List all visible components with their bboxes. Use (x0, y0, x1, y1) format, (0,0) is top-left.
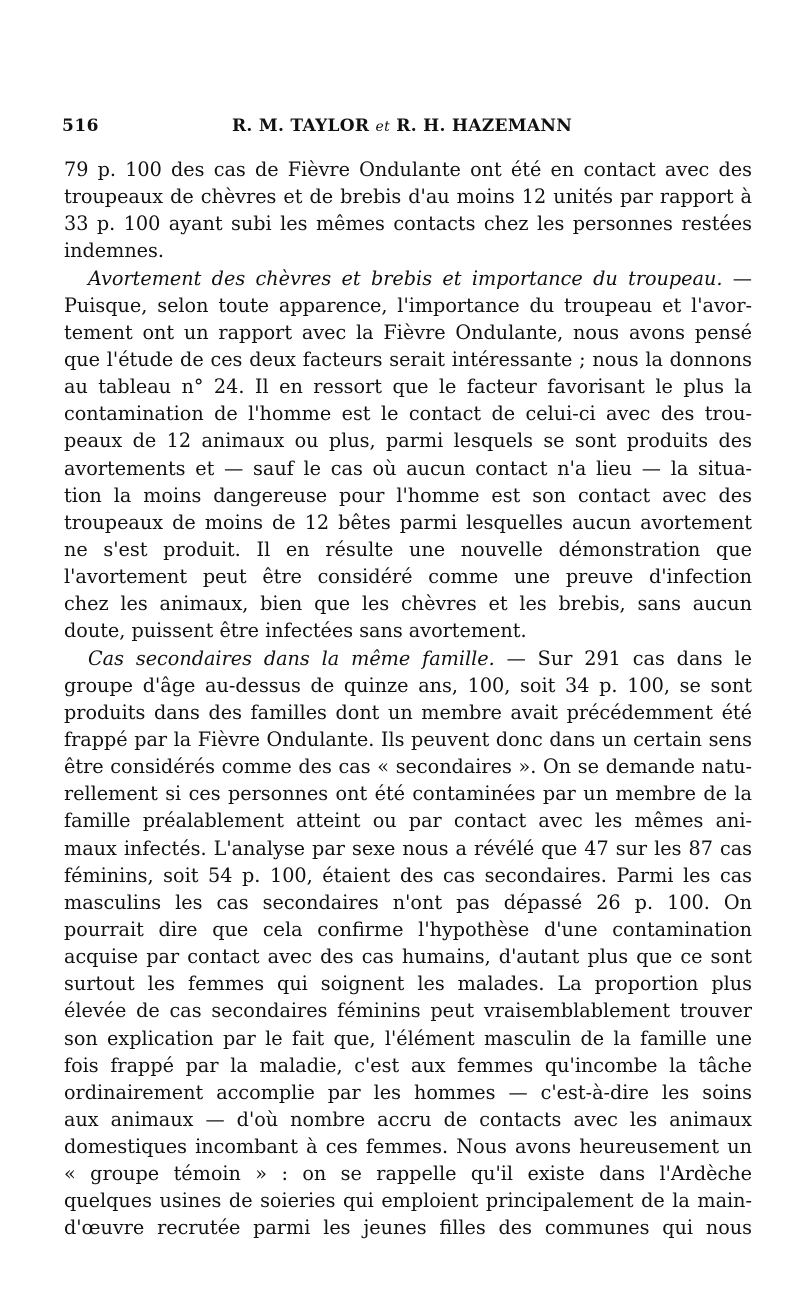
page-number: 516 (62, 116, 99, 136)
section-heading-line (64, 645, 752, 672)
text-line: doute, puissent être infectées sans avortement. (64, 619, 527, 643)
running-header (62, 116, 752, 140)
text-line: domestiques incombant à ces femmes. Nous avons heureusement un (64, 1135, 752, 1159)
text-line: féminins, soit 54 p. 100, étaient des cas secondaires. Parmi les cas (64, 863, 752, 887)
text-line: groupe d'âge au-dessus de quinze ans, 100, soit 34 p. 100, se sont (64, 673, 752, 697)
text-line: fois frappé par la maladie, c'est aux femmes qu'incombe la tâche (64, 1053, 752, 1077)
text-line: surtout les femmes qui soignent les malades. La proportion plus (64, 972, 752, 996)
text-line: rellement si ces personnes ont été contaminées par un membre de la (64, 782, 752, 806)
author-conjunction: et (375, 119, 391, 135)
text-line: masculins les cas secondaires n'ont pas dépassé 26 p. 100. On (64, 890, 752, 914)
text-line: chez les animaux, bien que les chèvres et les brebis, sans aucun (64, 592, 752, 616)
text-line: frappé par la Fièvre Ondulante. Ils peuvent donc dans un certain sens (64, 727, 752, 751)
text-line: troupeaux de chèvres et de brebis d'au moins 12 unités par rapport à (64, 185, 752, 209)
text-line: avortements et — sauf le cas où aucun contact n'a lieu — la situa- (64, 456, 752, 480)
text-line: aux animaux — d'où nombre accru de contacts avec les animaux (64, 1107, 752, 1131)
text-line: élevée de cas secondaires féminins peut vraisemblablement trouver (64, 999, 752, 1023)
text-line: tion la moins dangereuse pour l'homme est son contact avec des (64, 483, 752, 507)
section-heading-line (64, 265, 752, 292)
text-line: l'avortement peut être considéré comme une preuve d'infection (64, 565, 752, 589)
text-line: produits dans des familles dont un membre avait précédemment été (64, 700, 752, 724)
text-line: peaux de 12 animaux ou plus, parmi lesquels se sont produits des (64, 429, 752, 453)
heading-dash: — (722, 266, 752, 290)
author-hazemann: R. H. HAZEMANN (396, 116, 573, 136)
text-line: au tableau n° 24. Il en ressort que le facteur favorisant le plus la (64, 375, 752, 399)
text-line: 33 p. 100 ayant subi les mêmes contacts chez les personnes restées (64, 212, 752, 236)
body-text (64, 156, 752, 1242)
text-line: tement ont un rapport avec la Fièvre Ondulante, nous avons pensé (64, 320, 752, 344)
author-taylor: R. M. TAYLOR (232, 116, 370, 136)
text-line: quelques usines de soieries qui emploient principalement de la main- (64, 1189, 752, 1213)
text-line: son explication par le fait que, l'élément masculin de la famille une (64, 1026, 752, 1050)
text-line: que l'étude de ces deux facteurs serait intéressante ; nous la donnons (64, 347, 752, 371)
section-heading-secondary-cases: Cas secondaires dans la même famille. (88, 646, 495, 670)
text-line: acquise par contact avec des cas humains, d'autant plus que ce sont (64, 945, 752, 969)
text-line: indemnes. (64, 239, 164, 263)
section-heading-abortion: Avortement des chèvres et brebis et importance du troupeau. (88, 266, 723, 290)
text-line: troupeaux de moins de 12 bêtes parmi lesquelles aucun avortement (64, 510, 752, 534)
text-line: ordinairement accomplie par les hommes — c'est-à-dire les soins (64, 1080, 752, 1104)
text-line: maux infectés. L'analyse par sexe nous a révélé que 47 sur les 87 cas (64, 836, 752, 860)
text-line: ne s'est produit. Il en résulte une nouvelle démonstration que (64, 537, 752, 561)
running-head-authors (232, 116, 572, 136)
text-line: être considérés comme des cas « secondaires ». On se demande natu- (64, 755, 752, 779)
text-line: d'œuvre recrutée parmi les jeunes filles des communes qui nous (64, 1216, 752, 1240)
text-line: contamination de l'homme est le contact de celui-ci avec des trou- (64, 402, 752, 426)
text-line: pourrait dire que cela confirme l'hypothèse d'une contamination (64, 917, 752, 941)
text-line: Puisque, selon toute apparence, l'importance du troupeau et l'avor- (64, 293, 752, 317)
text-line: 79 p. 100 des cas de Fièvre Ondulante ont été en contact avec des (64, 158, 752, 181)
text-line: « groupe témoin » : on se rappelle qu'il existe dans l'Ardèche (64, 1162, 752, 1186)
text-line: famille préalablement atteint ou par contact avec les mêmes ani- (64, 809, 752, 833)
heading-continuation: — Sur 291 cas dans le (494, 646, 752, 670)
